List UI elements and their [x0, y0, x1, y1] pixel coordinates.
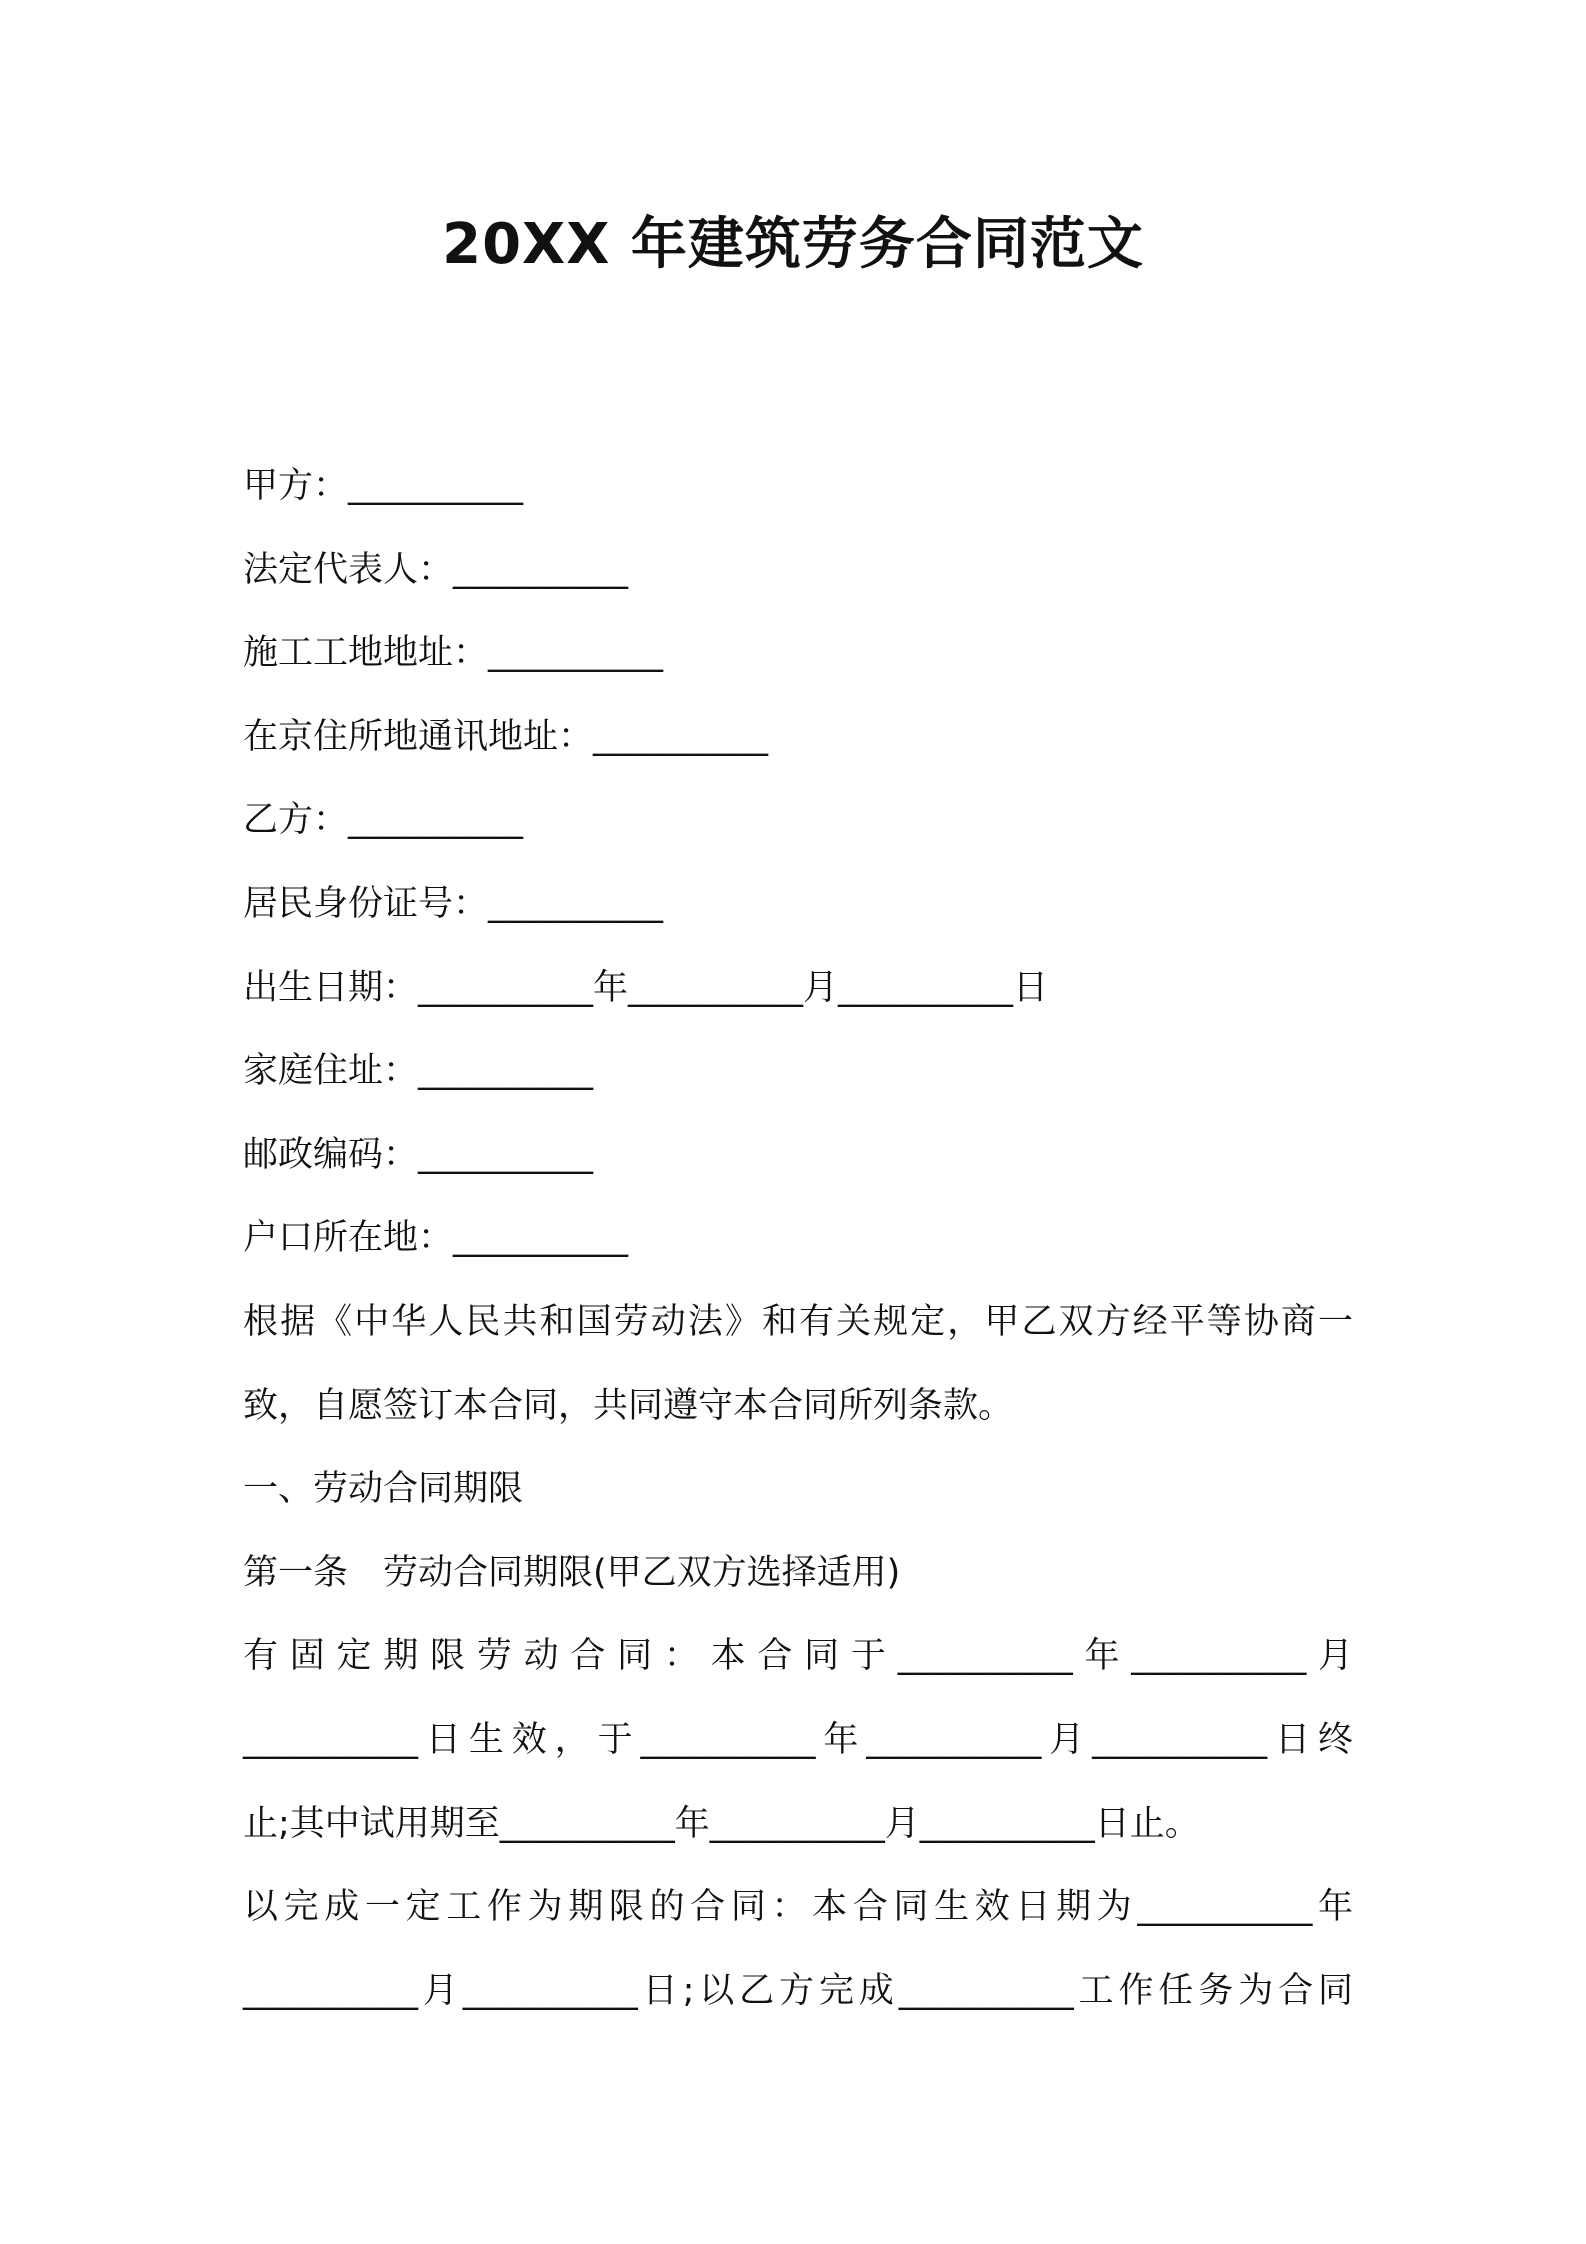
paragraph-line: 止;其中试用期至__________年__________月__________日止。 [243, 1803, 1200, 1844]
paragraph-line: 致，自愿签订本合同，共同遵守本合同所列条款。 [243, 1385, 1014, 1426]
paragraph-line: 有固定期限劳动合同：本合同于__________年__________月 [243, 1636, 1353, 1677]
id-number-line: 居民身份证号：__________ [243, 883, 664, 924]
document-body [243, 445, 1353, 2033]
paragraph-line: 以完成一定工作为期限的合同：本合同生效日期为__________年 [243, 1887, 1353, 1928]
article-heading: 第一条 劳动合同期限(甲乙双方选择适用) [243, 1552, 901, 1593]
document-title: 20XX 年建筑劳务合同范文 [442, 212, 1144, 277]
home-address-line: 家庭住址：__________ [243, 1051, 594, 1092]
paragraph-line: __________月__________日;以乙方完成__________工作任务为合同 [243, 1970, 1353, 2011]
party-b-line: 乙方：__________ [243, 800, 524, 841]
household-registration-line: 户口所在地：__________ [243, 1218, 629, 1259]
legal-representative-line: 法定代表人：__________ [243, 549, 629, 590]
party-a-line: 甲方：__________ [243, 466, 524, 506]
beijing-address-line: 在京住所地通讯地址：__________ [243, 716, 769, 757]
section-heading: 一、劳动合同期限 [243, 1469, 524, 1510]
construction-site-address-line: 施工工地地址：__________ [243, 633, 664, 674]
paragraph-line: 根据《中华人民共和国劳动法》和有关规定，甲乙双方经平等协商一 [243, 1301, 1353, 1342]
birth-date-line: 出生日期：__________年__________月__________日 [243, 967, 1049, 1008]
postal-code-line: 邮政编码：__________ [243, 1134, 594, 1175]
paragraph-line: __________日生效，于__________年__________月__________日终 [243, 1719, 1353, 1760]
